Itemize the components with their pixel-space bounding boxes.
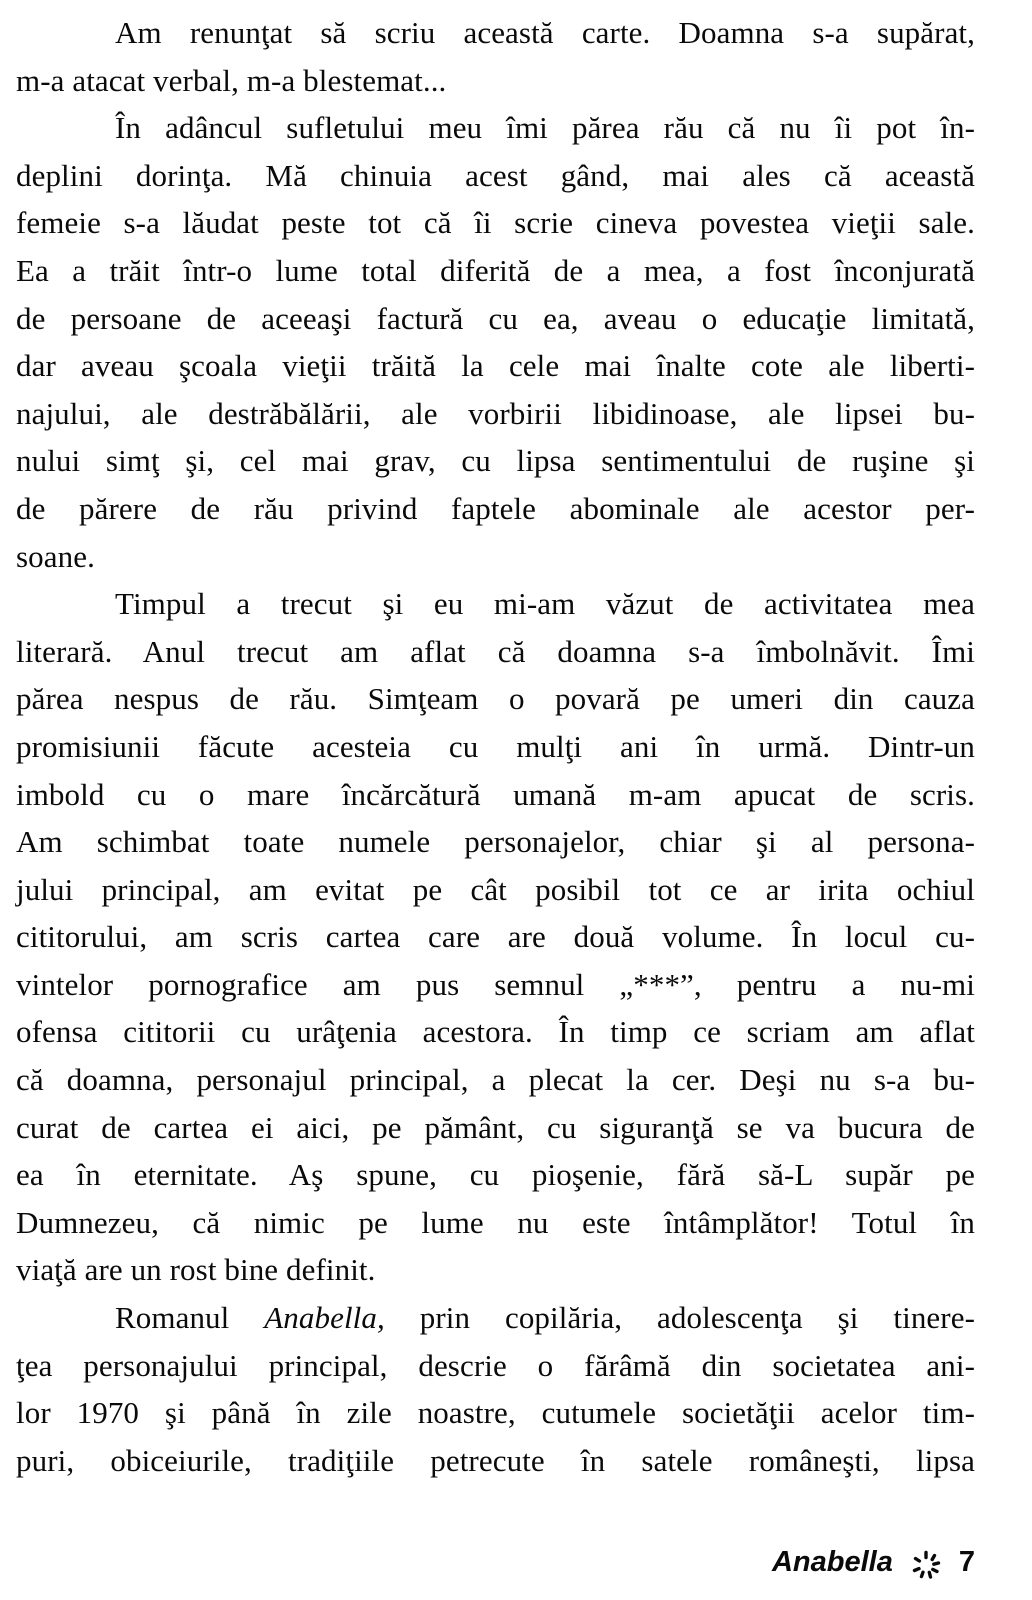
text-line bbox=[16, 152, 975, 200]
text-segment: lor 1970 şi până în zile noastre, cutumele societăţii acelor tim- bbox=[16, 1395, 975, 1431]
text-segment: vintelor pornografice am pus semnul „***”, pentru a nu-mi bbox=[16, 966, 975, 1002]
paragraph bbox=[16, 1294, 975, 1484]
text-line bbox=[16, 1151, 975, 1199]
text-segment: m-a atacat verbal, m-a blestemat... bbox=[16, 62, 447, 98]
text-segment: imbold cu o mare încărcătură umană m-am apucat de scris. bbox=[16, 776, 975, 812]
text-segment: soane. bbox=[16, 538, 95, 574]
text-segment: că doamna, personajul principal, a plecat la cer. Deşi nu s-a bu- bbox=[16, 1062, 975, 1098]
text-line bbox=[16, 485, 975, 533]
text-line bbox=[16, 1437, 975, 1485]
footer-book-title: Anabella bbox=[771, 1546, 893, 1578]
text-segment: Romanul bbox=[115, 1300, 265, 1336]
text-line bbox=[16, 1199, 975, 1247]
text-segment: În adâncul sufletului meu îmi părea rău că nu îi pot în- bbox=[115, 110, 975, 146]
text-line bbox=[16, 771, 975, 819]
text-segment: viaţă are un rost bine definit. bbox=[16, 1252, 376, 1288]
text-line bbox=[16, 104, 975, 152]
text-segment: Am renunţat să scriu această carte. Doamna s-a supărat, bbox=[115, 15, 975, 50]
text-segment: deplini dorinţa. Mă chinuia acest gând, mai ales că această bbox=[16, 157, 975, 193]
text-segment: literară. Anul trecut am aflat că doamna s-a îmbolnăvit. Îmi bbox=[16, 633, 975, 669]
text-line bbox=[16, 866, 975, 914]
page-footer bbox=[772, 1541, 975, 1583]
text-line bbox=[16, 1104, 975, 1152]
text-line bbox=[16, 1389, 975, 1437]
paragraph bbox=[16, 9, 975, 104]
text-line bbox=[16, 247, 975, 295]
text-segment: femeie s-a lăudat peste tot că îi scrie cineva povestea vieţii sale. bbox=[16, 205, 975, 241]
paragraph bbox=[16, 580, 975, 1294]
text-line bbox=[16, 295, 975, 343]
text-line bbox=[16, 1294, 975, 1342]
text-line bbox=[16, 1008, 975, 1056]
text-segment: najului, ale destrăbălării, ale vorbirii libidinoase, ale lipsei bu- bbox=[16, 395, 975, 431]
text-line bbox=[16, 1342, 975, 1390]
text-line bbox=[16, 675, 975, 723]
text-line bbox=[16, 1056, 975, 1104]
text-segment: Dumnezeu, că nimic pe lume nu este întâmplător! Totul în bbox=[16, 1204, 975, 1240]
text-line bbox=[16, 580, 975, 628]
text-line bbox=[16, 9, 975, 57]
text-line bbox=[16, 818, 975, 866]
text-segment: promisiunii făcute acesteia cu mulţi ani în urmă. Dintr-un bbox=[16, 728, 975, 764]
page-number: 7 bbox=[958, 1546, 975, 1578]
text-line bbox=[16, 390, 975, 438]
text-segment: de părere de rău privind faptele abominale ale acestor per- bbox=[16, 490, 975, 526]
text-line bbox=[16, 342, 975, 390]
text-segment: ţea personajului principal, descrie o fărâmă din societatea ani- bbox=[16, 1347, 975, 1383]
text-segment: Ea a trăit într-o lume total diferită de a mea, a fost înconjurată bbox=[16, 252, 975, 288]
text-line bbox=[16, 628, 975, 676]
text-segment: ea în eternitate. Aş spune, cu pioşenie, fără să-L supăr pe bbox=[16, 1157, 975, 1193]
page-text bbox=[16, 9, 975, 1484]
text-line bbox=[16, 437, 975, 485]
text-line bbox=[16, 533, 975, 581]
text-segment: prin copilăria, adolescenţa şi tinere- bbox=[384, 1300, 975, 1336]
text-line bbox=[16, 723, 975, 771]
paragraph bbox=[16, 104, 975, 580]
text-segment: părea nespus de rău. Simţeam o povară pe umeri din cauza bbox=[16, 681, 975, 717]
text-line bbox=[16, 57, 975, 105]
text-segment: jului principal, am evitat pe cât posibil tot ce ar irita ochiul bbox=[16, 871, 975, 907]
text-line bbox=[16, 913, 975, 961]
text-segment: nului simţ şi, cel mai grav, cu lipsa sentimentului de ruşine şi bbox=[16, 443, 975, 479]
text-segment: de persoane de aceeaşi factură cu ea, aveau o educaţie limitată, bbox=[16, 300, 975, 336]
text-segment: puri, obiceiurile, tradiţiile petrecute în satele româneşti, lipsa bbox=[16, 1442, 975, 1478]
text-segment: ofensa cititorii cu urâţenia acestora. În timp ce scriam am aflat bbox=[16, 1014, 975, 1050]
text-segment: Am schimbat toate numele personajelor, chiar şi al persona- bbox=[16, 824, 975, 860]
sunburst-icon bbox=[908, 1547, 944, 1583]
text-line bbox=[16, 1246, 975, 1294]
book-title-inline: Anabella, bbox=[264, 1300, 385, 1336]
text-line bbox=[16, 961, 975, 1009]
text-line bbox=[16, 199, 975, 247]
text-segment: dar aveau şcoala vieţii trăită la cele mai înalte cote ale liberti- bbox=[16, 348, 975, 384]
text-segment: cititorului, am scris cartea care are două volume. În locul cu- bbox=[16, 919, 975, 955]
text-segment: curat de cartea ei aici, pe pământ, cu siguranţă se va bucura de bbox=[16, 1109, 975, 1145]
text-segment: Timpul a trecut şi eu mi-am văzut de activitatea mea bbox=[115, 586, 975, 622]
